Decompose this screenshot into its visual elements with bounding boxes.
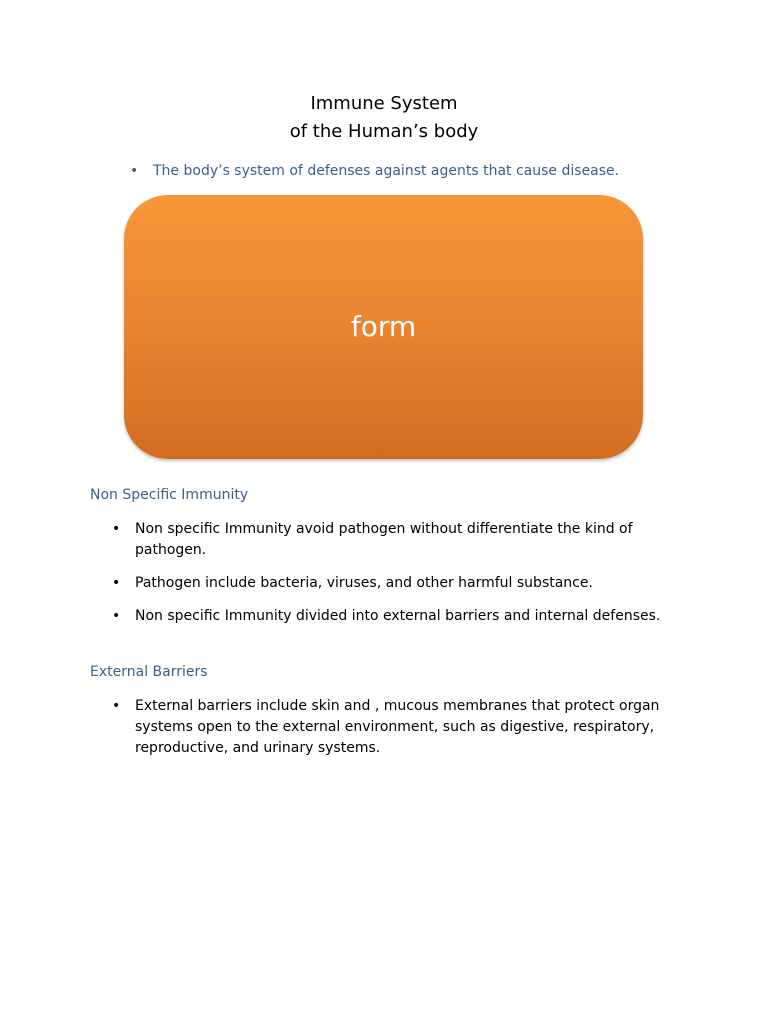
bullet-list [112, 519, 702, 639]
list-item [112, 606, 702, 627]
document-title: Immune System [310, 93, 458, 114]
bullet-icon: • [112, 575, 121, 591]
bullet-icon: • [112, 698, 121, 714]
bullet-icon: • [112, 608, 121, 624]
list-item [112, 519, 702, 561]
bullet-icon: • [130, 163, 139, 179]
bullet-list [112, 696, 702, 771]
list-item-text: Non specific Immunity avoid pathogen without differentiate the kind of pathogen. [135, 521, 633, 558]
list-item-text: External barriers include skin and , mucous membranes that protect organ systems open to the external environment, such as digestive, respiratory, reproductive, and urinary systems. [135, 698, 660, 756]
intro-bullet-text: The body’s system of defenses against agents that cause disease. [153, 163, 620, 179]
document-subtitle: of the Human’s body [289, 121, 479, 142]
list-item-text: Non specific Immunity divided into external barriers and internal defenses. [135, 608, 661, 624]
list-item [112, 573, 702, 594]
section-heading: External Barriers [90, 664, 208, 680]
diagram-shape [124, 195, 643, 459]
section-heading: Non Specific Immunity [90, 487, 249, 503]
list-item [112, 696, 702, 759]
bullet-icon: • [112, 521, 121, 537]
intro-bullet [130, 161, 619, 181]
diagram-label: form [350, 309, 417, 343]
list-item-text: Pathogen include bacteria, viruses, and other harmful substance. [135, 575, 593, 591]
